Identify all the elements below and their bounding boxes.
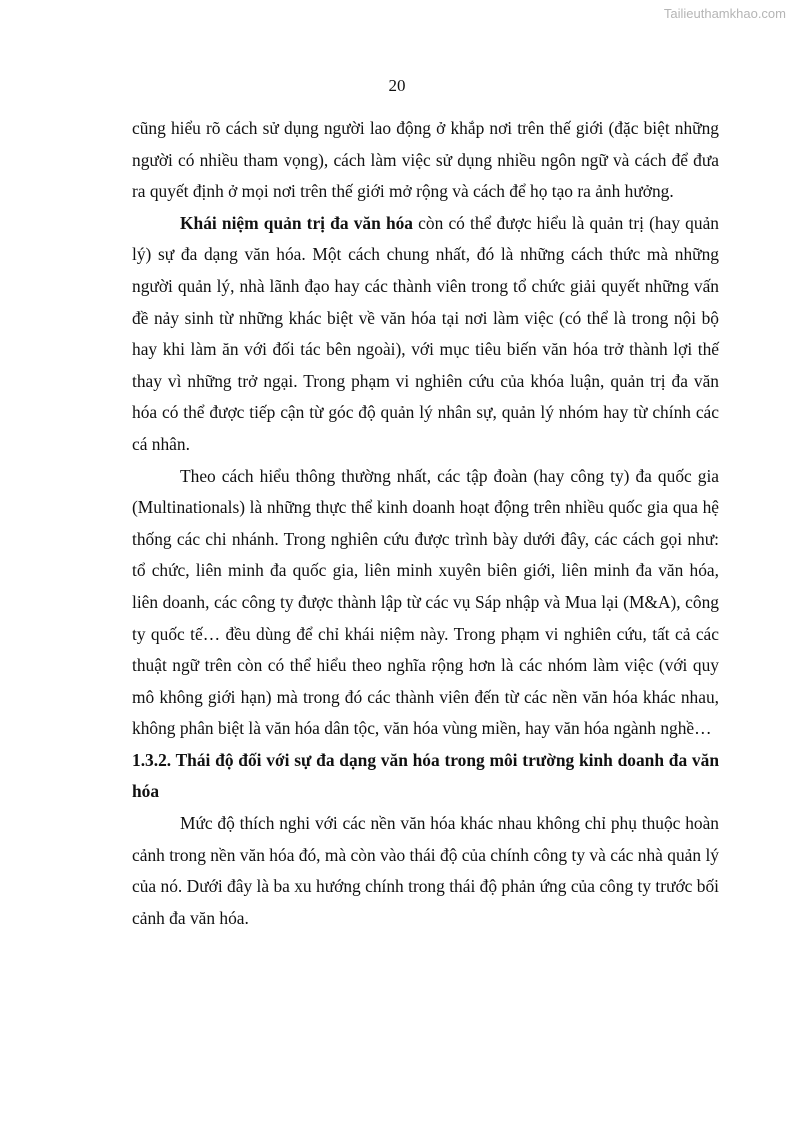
section-heading: 1.3.2. Thái độ đối với sự đa dạng văn hóa trong môi trường kinh doanh đa văn hóa [132,749,719,802]
paragraph-4: Mức độ thích nghi với các nền văn hóa khác nhau không chỉ phụ thuộc hoàn cảnh trong nền văn hóa đó, mà còn vào thái độ của chính công ty và các nhà quản lý của nó. Dưới đây là ba xu hướng chính trong thái độ phản ứng của công ty trước bối cảnh đa văn hóa. [132,813,719,928]
document-body [132,113,719,934]
paragraph-1: cũng hiểu rõ cách sử dụng người lao động ở khắp nơi trên thế giới (đặc biệt những người có nhiều tham vọng), cách làm việc sử dụng nhiều ngôn ngữ và cách để đưa ra quyết định ở mọi nơi trên thế giới mở rộng và cách để họ tạo ra ảnh hưởng. [132,118,719,202]
concept-term: Khái niệm quản trị đa văn hóa [180,212,414,233]
paragraph-3: Theo cách hiểu thông thường nhất, các tập đoàn (hay công ty) đa quốc gia (Multinationals) là những thực thể kinh doanh hoạt động trên nhiều quốc gia qua hệ thống các chi nhánh. Trong nghiên cứu được trình bày dưới đây, các cách gọi như: tổ chức, liên minh đa quốc gia, liên minh xuyên biên giới, liên minh đa văn hóa, liên doanh, các công ty được thành lập từ các vụ Sáp nhập và Mua lại (M&A), công ty quốc tế… đều dùng để chỉ khái niệm này. Trong phạm vi nghiên cứu, tất cả các thuật ngữ trên còn có thể hiểu theo nghĩa rộng hơn là các nhóm làm việc (với quy mô không giới hạn) mà trong đó các thành viên đến từ các nền văn hóa khác nhau, không phân biệt là văn hóa dân tộc, văn hóa vùng miền, hay văn hóa ngành nghề… [132,465,719,739]
page-number: 20 [388,76,406,95]
paragraph-2-text: còn có thể được hiểu là quản trị (hay quản lý) sự đa dạng văn hóa. Một cách chung nhất, đó là những cách thức mà những người quản lý, nhà lãnh đạo hay các thành viên trong tổ chức giải quyết những vấn đề nảy sinh từ những khác biệt về văn hóa tại nơi làm việc (có thể là trong nội bộ hay khi làm ăn với đối tác bên ngoài), với mục tiêu biến văn hóa trở thành lợi thế thay vì những trở ngại. Trong phạm vi nghiên cứu của khóa luận, quản trị đa văn hóa có thể được tiếp cận từ góc độ quản lý nhân sự, quản lý nhóm hay từ chính các cá nhân. [132,212,719,454]
watermark: Tailieuthamkhao.com [663,6,786,21]
paragraph-2 [132,208,719,461]
